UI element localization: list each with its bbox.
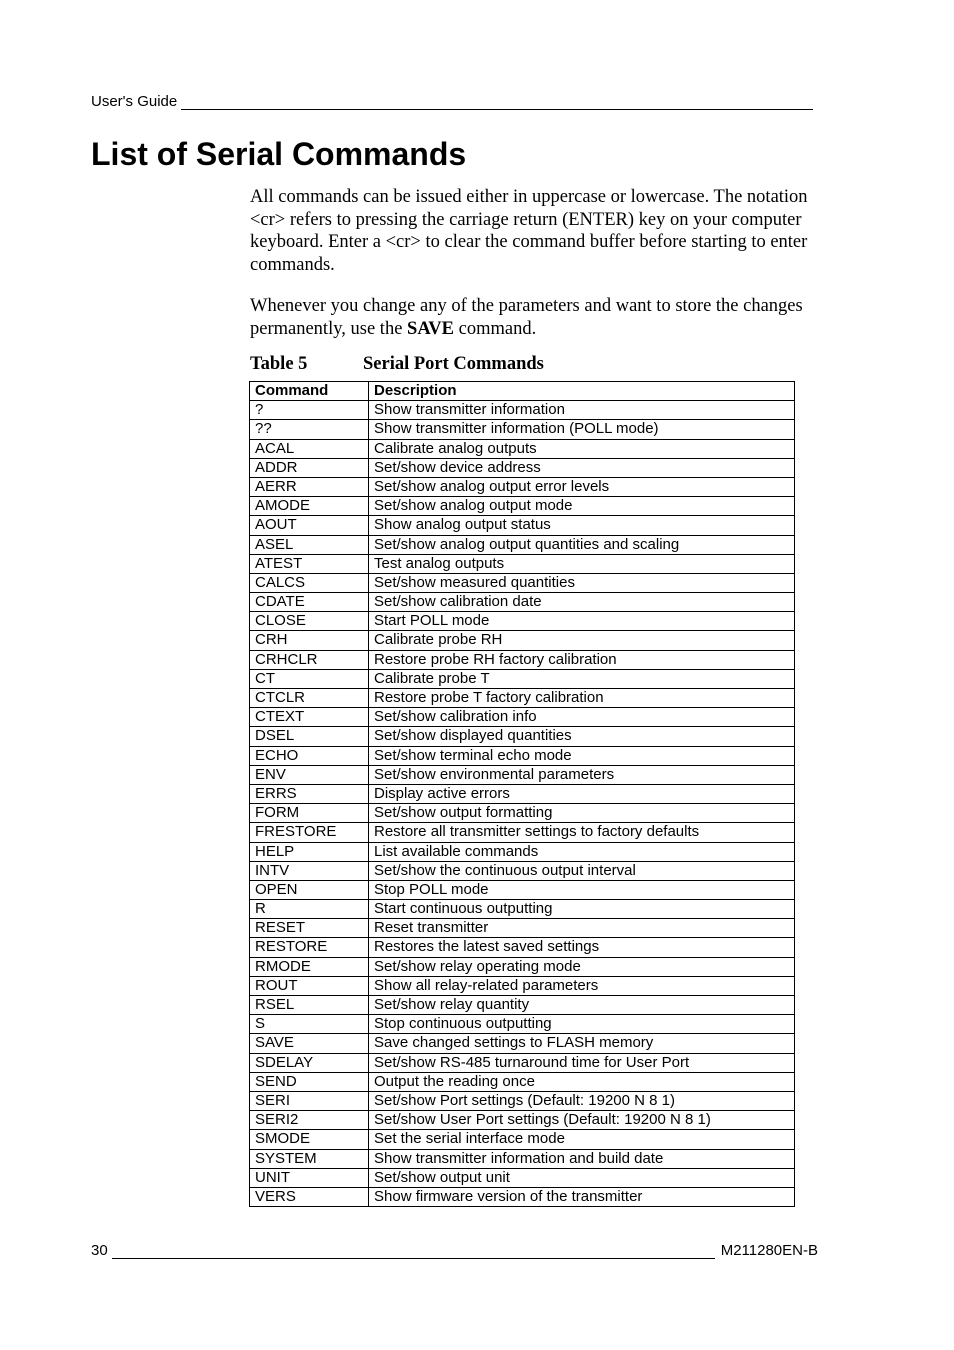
table-row [250,1034,795,1053]
description-cell: Show transmitter information (POLL mode) [369,420,795,439]
command-cell: CT [250,669,369,688]
description-cell: Restore probe T factory calibration [369,689,795,708]
header-text: User's Guide [91,93,178,110]
command-cell: HELP [250,842,369,861]
table-caption-number: Table 5 [250,354,308,374]
table-row [250,746,795,765]
description-cell: Set/show analog output mode [369,497,795,516]
save-paragraph-text-2: command. [454,318,537,339]
description-cell: Reset transmitter [369,919,795,938]
description-cell: Stop continuous outputting [369,1015,795,1034]
command-cell: INTV [250,861,369,880]
command-cell: R [250,900,369,919]
description-cell: Calibrate analog outputs [369,439,795,458]
table-row [250,727,795,746]
running-header [91,90,813,110]
table-row [250,689,795,708]
table-row [250,784,795,803]
save-paragraph [250,295,820,340]
table-caption [250,353,544,375]
description-cell: Set/show environmental parameters [369,765,795,784]
table-row [250,573,795,592]
table-row [250,1091,795,1110]
description-cell: Show analog output status [369,516,795,535]
table-row [250,420,795,439]
command-cell: AMODE [250,497,369,516]
table-row [250,880,795,899]
description-cell: Calibrate probe RH [369,631,795,650]
command-cell: ASEL [250,535,369,554]
description-cell: Set/show displayed quantities [369,727,795,746]
command-cell: ROUT [250,976,369,995]
description-cell: Set/show relay operating mode [369,957,795,976]
table-row [250,842,795,861]
description-cell: Set/show relay quantity [369,996,795,1015]
description-cell: Start POLL mode [369,612,795,631]
intro-paragraph: All commands can be issued either in uppercase or lowercase. The notation <cr> refers to pressing the carriage return (ENTER) key on your computer keyboard. Enter a <cr> to clear the command buffer before starting to enter commands. [250,187,808,275]
command-cell: UNIT [250,1168,369,1187]
description-cell: Set/show output formatting [369,804,795,823]
table-caption-title: Serial Port Commands [363,354,544,374]
command-cell: RMODE [250,957,369,976]
description-cell: Set/show RS-485 turnaround time for User Port [369,1053,795,1072]
description-cell: Set/show output unit [369,1168,795,1187]
description-cell: Set/show terminal echo mode [369,746,795,765]
command-cell: CTEXT [250,708,369,727]
command-cell: ? [250,401,369,420]
description-cell: Calibrate probe T [369,669,795,688]
table-row [250,1111,795,1130]
table-row [250,554,795,573]
table-row [250,823,795,842]
table-row [250,1168,795,1187]
table-row [250,612,795,631]
document-code: M211280EN-B [720,1242,818,1259]
command-cell: SYSTEM [250,1149,369,1168]
footer-rule [112,1244,715,1259]
table-row [250,458,795,477]
serial-commands-table [249,381,795,1207]
command-cell: RESTORE [250,938,369,957]
table-row [250,650,795,669]
description-cell: Restore probe RH factory calibration [369,650,795,669]
description-cell: Set/show calibration info [369,708,795,727]
command-cell: CTCLR [250,689,369,708]
command-cell: VERS [250,1187,369,1206]
table-row [250,976,795,995]
table-row [250,401,795,420]
description-cell: Save changed settings to FLASH memory [369,1034,795,1053]
table-row [250,919,795,938]
table-row [250,439,795,458]
description-cell: List available commands [369,842,795,861]
table-row [250,516,795,535]
command-cell: CRHCLR [250,650,369,669]
command-cell: ATEST [250,554,369,573]
command-cell: CDATE [250,593,369,612]
command-cell: ADDR [250,458,369,477]
command-cell: RSEL [250,996,369,1015]
description-cell: Set/show analog output quantities and scaling [369,535,795,554]
table-row [250,1015,795,1034]
table-row [250,497,795,516]
command-cell: RESET [250,919,369,938]
command-cell: CLOSE [250,612,369,631]
table-row [250,1130,795,1149]
command-cell: SEND [250,1072,369,1091]
save-paragraph-text-1: Whenever you change any of the parameters and want to store the changes permanently, use the [250,296,803,339]
command-cell: ENV [250,765,369,784]
command-cell: OPEN [250,880,369,899]
description-cell: Show all relay-related parameters [369,976,795,995]
description-cell: Set/show the continuous output interval [369,861,795,880]
command-cell: ERRS [250,784,369,803]
table-row [250,593,795,612]
description-cell: Set/show User Port settings (Default: 19200 N 8 1) [369,1111,795,1130]
description-cell: Show transmitter information [369,401,795,420]
table-row [250,900,795,919]
description-cell: Restores the latest saved settings [369,938,795,957]
command-cell: FRESTORE [250,823,369,842]
page-number: 30 [91,1242,108,1259]
command-cell: AOUT [250,516,369,535]
description-cell: Set/show Port settings (Default: 19200 N 8 1) [369,1091,795,1110]
table-header-row [250,382,795,401]
description-cell: Display active errors [369,784,795,803]
command-cell: CALCS [250,573,369,592]
table-body [250,401,795,1207]
command-cell: SDELAY [250,1053,369,1072]
column-header-description: Description [369,382,795,401]
description-cell: Start continuous outputting [369,900,795,919]
command-cell: ACAL [250,439,369,458]
table-row [250,957,795,976]
description-cell: Set/show device address [369,458,795,477]
table-row [250,535,795,554]
page-title: List of Serial Commands [91,136,467,172]
running-footer [91,1239,818,1259]
description-cell: Output the reading once [369,1072,795,1091]
command-cell: AERR [250,477,369,496]
table-row [250,861,795,880]
command-cell: SAVE [250,1034,369,1053]
command-cell: SMODE [250,1130,369,1149]
command-cell: SERI2 [250,1111,369,1130]
description-cell: Set/show analog output error levels [369,477,795,496]
command-cell: ECHO [250,746,369,765]
table-row [250,669,795,688]
table-row [250,765,795,784]
table-row [250,1187,795,1206]
command-cell: S [250,1015,369,1034]
save-command-name: SAVE [407,318,454,339]
description-cell: Show transmitter information and build date [369,1149,795,1168]
table-row [250,938,795,957]
description-cell: Test analog outputs [369,554,795,573]
description-cell: Restore all transmitter settings to factory defaults [369,823,795,842]
command-cell: DSEL [250,727,369,746]
table-row [250,631,795,650]
table-row [250,1053,795,1072]
table-row [250,1072,795,1091]
table-row [250,804,795,823]
description-cell: Show firmware version of the transmitter [369,1187,795,1206]
description-cell: Stop POLL mode [369,880,795,899]
header-rule [181,95,813,110]
command-cell: CRH [250,631,369,650]
command-cell: ?? [250,420,369,439]
table-row [250,1149,795,1168]
description-cell: Set the serial interface mode [369,1130,795,1149]
table-row [250,996,795,1015]
column-header-command: Command [250,382,369,401]
table-row [250,477,795,496]
table-row [250,708,795,727]
command-cell: SERI [250,1091,369,1110]
command-cell: FORM [250,804,369,823]
description-cell: Set/show calibration date [369,593,795,612]
description-cell: Set/show measured quantities [369,573,795,592]
